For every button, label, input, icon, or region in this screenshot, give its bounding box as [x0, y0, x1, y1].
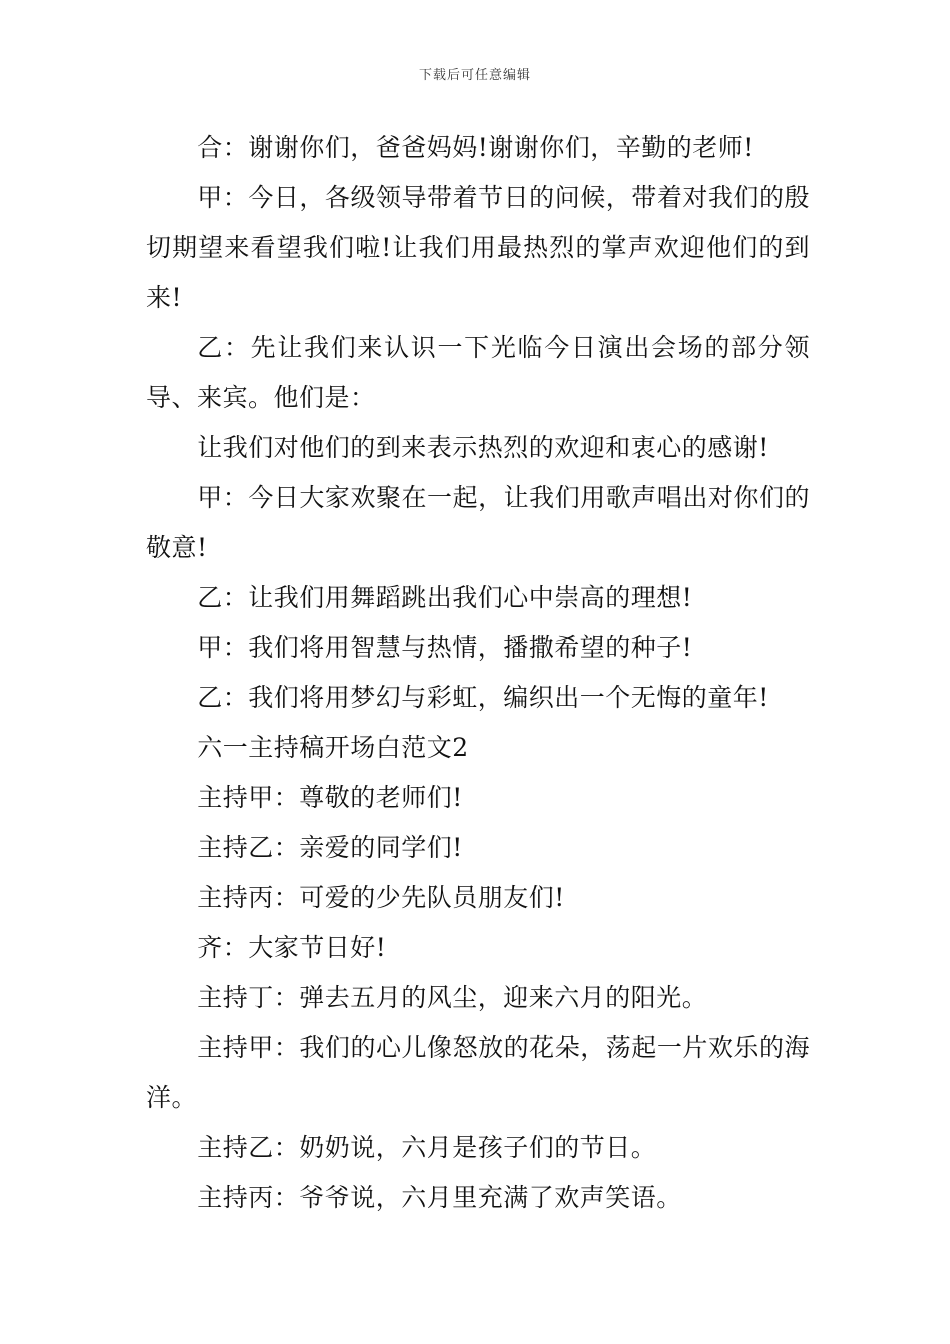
- paragraph: 主持乙：奶奶说，六月是孩子们的节日。: [197, 1133, 657, 1162]
- paragraph: 乙：先让我们来认识一下光临今日演出会场的部分领导、来宾。他们是：: [146, 333, 810, 412]
- paragraph: 乙：让我们用舞蹈跳出我们心中崇高的理想!: [197, 583, 693, 612]
- paragraph: 合：谢谢你们，爸爸妈妈!谢谢你们，辛勤的老师!: [197, 133, 754, 162]
- paragraph: 甲：我们将用智慧与热情，播撒希望的种子!: [197, 633, 693, 662]
- paragraph: 主持丁：弹去五月的风尘，迎来六月的阳光。: [197, 983, 708, 1012]
- page-header: 下载后可任意编辑: [418, 68, 531, 83]
- paragraph: 主持乙：亲爱的同学们!: [197, 833, 463, 862]
- paragraph: 甲：今日大家欢聚在一起，让我们用歌声唱出对你们的敬意!: [146, 483, 810, 562]
- section-heading: 六一主持稿开场白范文2: [197, 733, 469, 762]
- paragraph: 主持甲：我们的心儿像怒放的花朵，荡起一片欢乐的海洋。: [146, 1033, 810, 1112]
- paragraph: 主持丙：可爱的少先队员朋友们!: [197, 883, 565, 912]
- paragraph: 乙：我们将用梦幻与彩虹，编织出一个无悔的童年!: [197, 683, 769, 712]
- paragraph: 主持甲：尊敬的老师们!: [197, 783, 463, 812]
- paragraph: 让我们对他们的到来表示热烈的欢迎和衷心的感谢!: [197, 433, 769, 462]
- paragraph: 甲：今日，各级领导带着节日的问候，带着对我们的殷切期望来看望我们啦!让我们用最热烈的掌声欢迎他们的到来!: [146, 183, 810, 312]
- paragraph: 齐：大家节日好!: [197, 933, 387, 962]
- paragraph: 主持丙：爷爷说，六月里充满了欢声笑语。: [197, 1183, 682, 1212]
- document-body: [146, 123, 810, 1223]
